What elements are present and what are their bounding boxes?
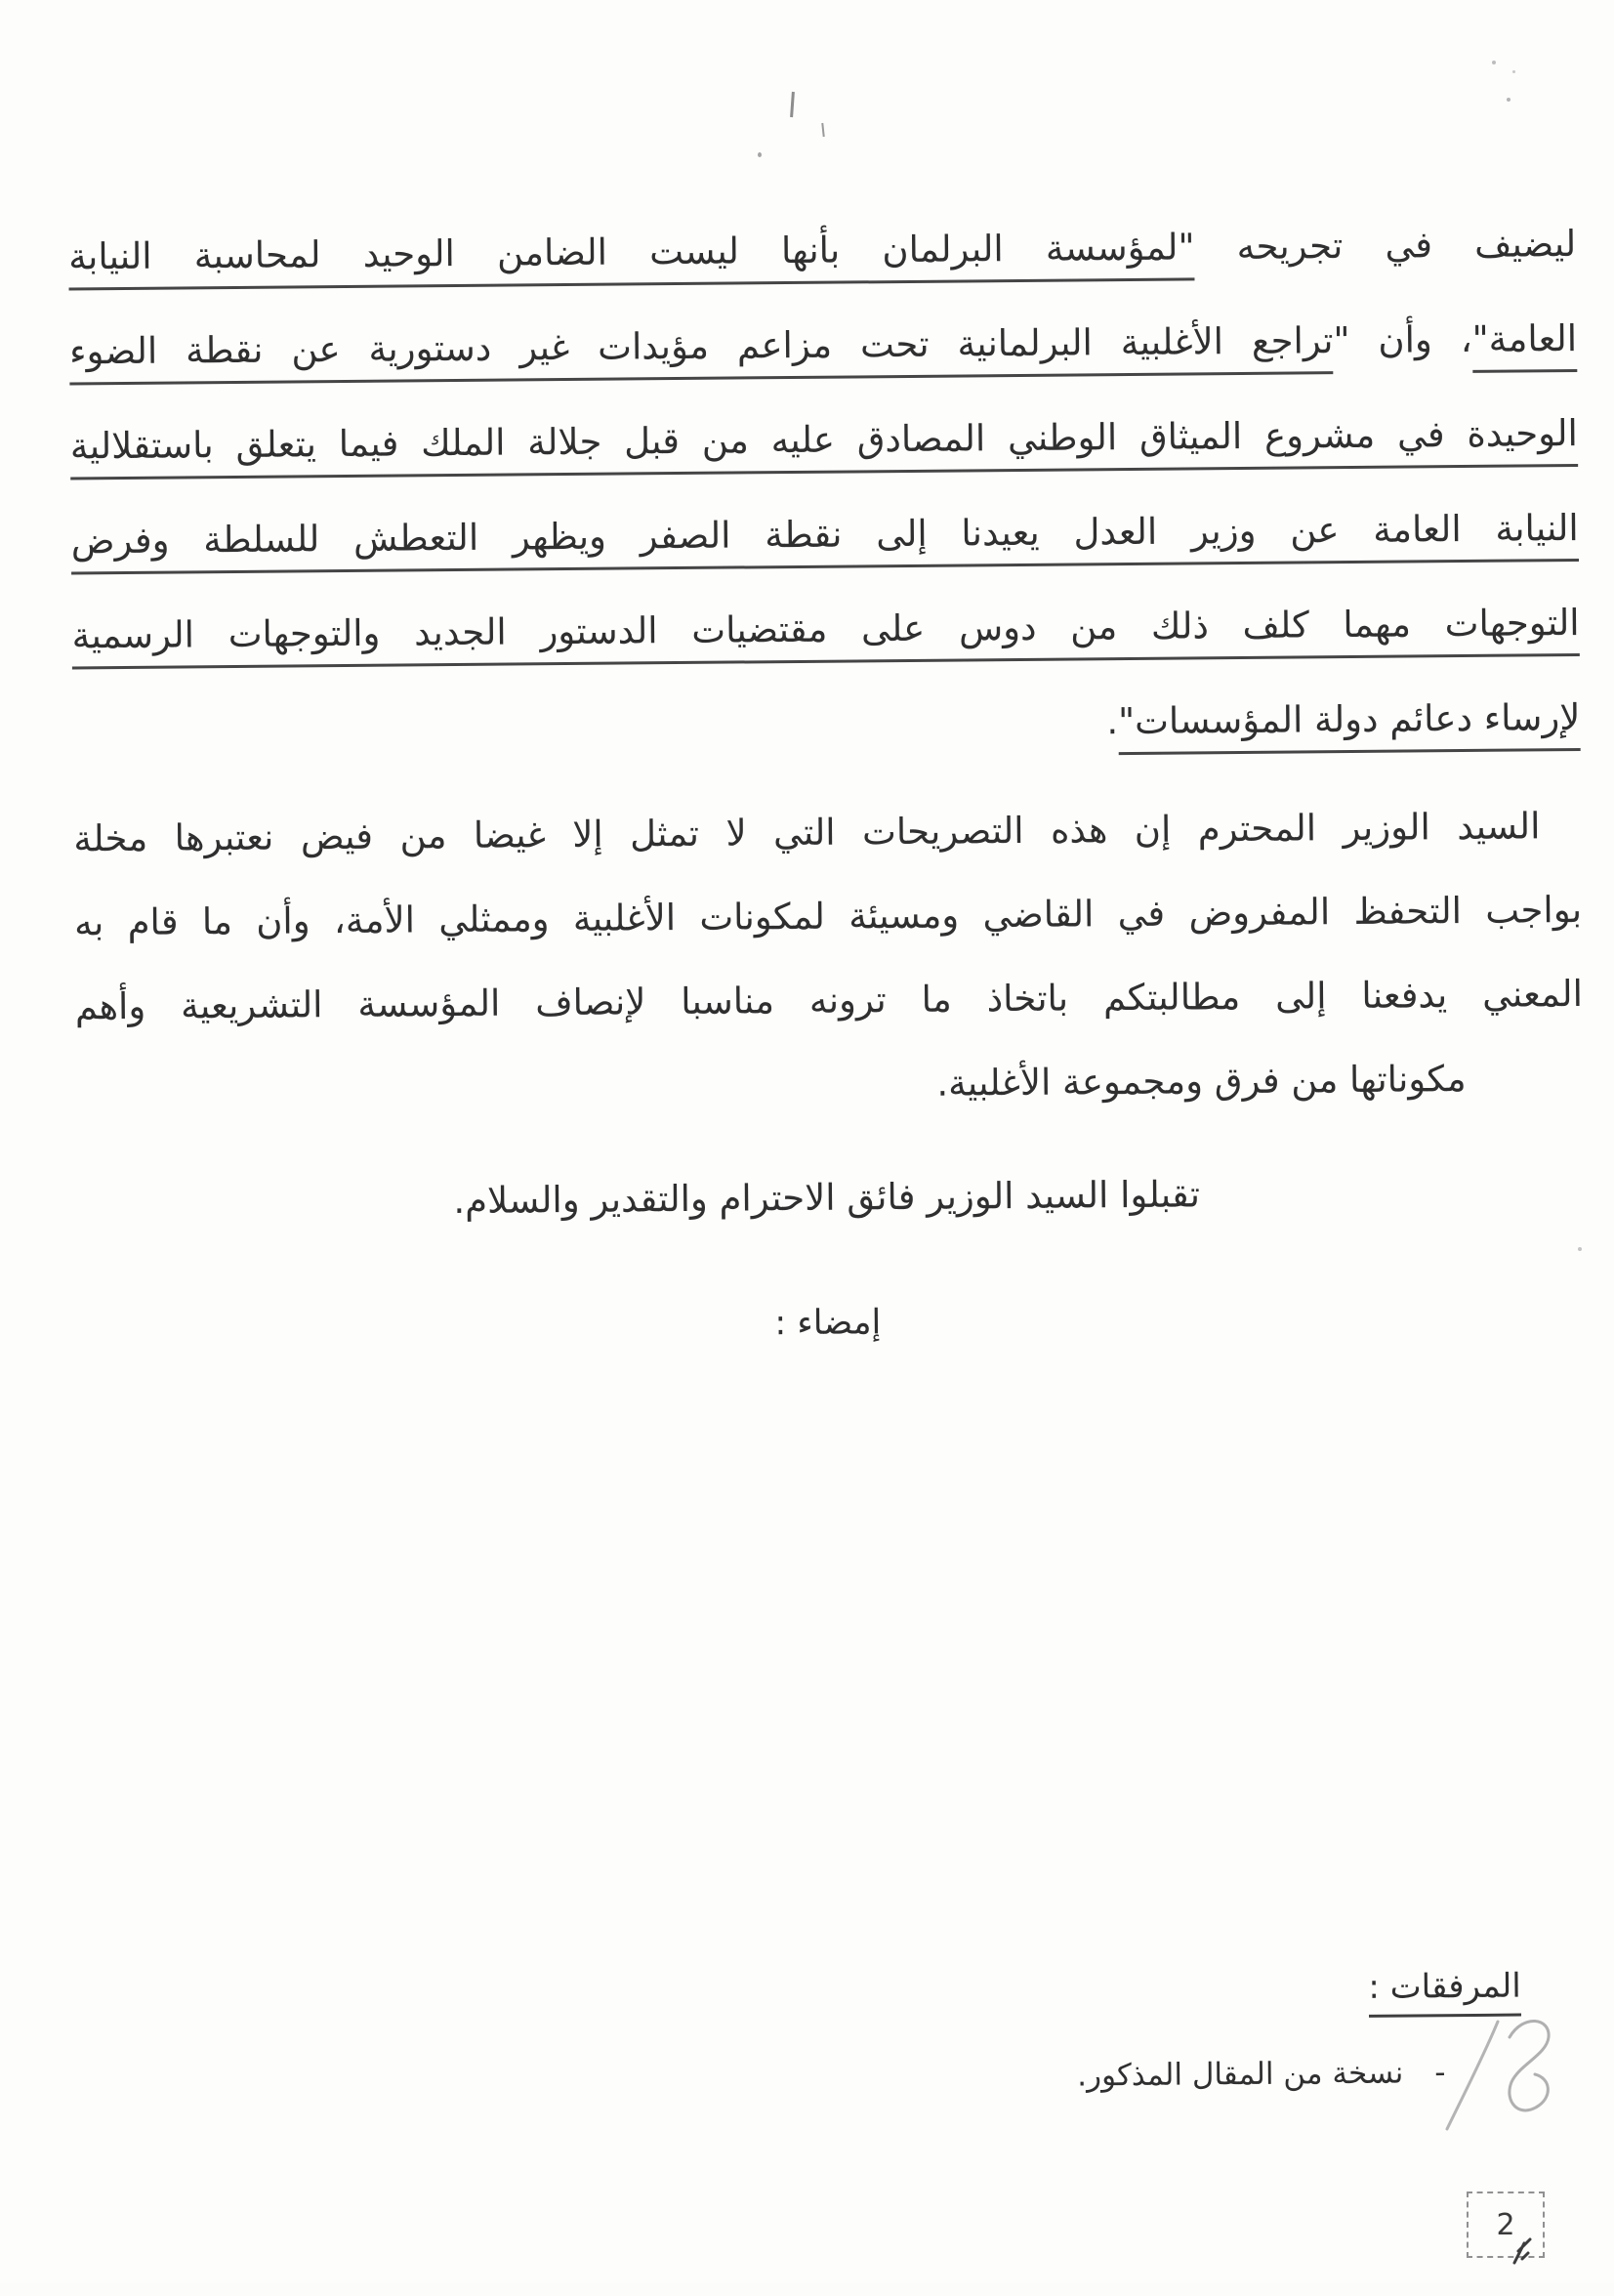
paragraph-line [71, 501, 1580, 608]
scan-artifact [1492, 61, 1496, 64]
commentary-paragraph [73, 799, 1584, 1148]
scan-artifact [1578, 1247, 1582, 1251]
plain-text: مكوناتها من فرق ومجموعة الأغلبية. [936, 1058, 1467, 1105]
closing-salutation: تقبلوا السيد الوزير فائق الاحترام والتقدير والسلام. [453, 1173, 1201, 1223]
plain-text: السيد الوزير المحترم إن هذه التصريحات التي لا تمثل إلا غيضا من فيض نعتبرها مخلة [73, 805, 1541, 860]
paragraph-line [71, 596, 1580, 703]
underlined-quote-text: تراجع الأغلبية البرلمانية تحت مزاعم مؤيدات غير دستورية عن نقطة الضوء [69, 319, 1334, 385]
underlined-quote-text: التوجهات مهما كلف ذلك من دوس على مقتضيات الدستور الجديد والتوجهات الرسمية [71, 602, 1579, 669]
underlined-quote-text: العامة" [1471, 317, 1577, 373]
paragraph-line [75, 967, 1584, 1064]
handwritten-annotation [1433, 2004, 1580, 2150]
underlined-quote-text: النيابة العامة عن وزير العدل يعيدنا إلى نقطة الصفر ويظهر التعطش للسلطة وفرض [71, 507, 1579, 574]
paragraph-line [69, 312, 1578, 419]
sentence-period: . [1106, 700, 1119, 743]
scan-artifact [1512, 70, 1515, 73]
paragraph-line [72, 690, 1581, 798]
lead-in-text: ليضيف في تجريحه [1194, 222, 1577, 269]
letter-body [59, 0, 1593, 2296]
plain-text: ، وأن " [1333, 317, 1472, 362]
underlined-quote-text: الوحيدة في مشروع الميثاق الوطني المصادق عليه من قبل جلالة الملك فيما يتعلق باستقلالية [70, 412, 1578, 480]
paragraph-line [73, 799, 1582, 896]
scan-artifact [1507, 98, 1511, 102]
signature-label: إمضاء : [774, 1303, 882, 1344]
underlined-quote-text: لإرساء دعائم دولة المؤسسات" [1118, 696, 1581, 755]
scan-artifact [758, 152, 762, 157]
attachment-list-item [1077, 2050, 1446, 2098]
quoted-statement-paragraph [68, 217, 1581, 798]
list-dash: - [1434, 2055, 1446, 2091]
paragraph-line [70, 406, 1579, 514]
page-number: 2 [1496, 2207, 1515, 2242]
plain-text: المعني يدفعنا إلى مطالبتكم باتخاذ ما ترونه مناسبا لإنصاف المؤسسة التشريعية وأهم [74, 972, 1584, 1028]
underlined-quote-text: "لمؤسسة البرلمان بأنها ليست الضامن الوحيد لمحاسبة النيابة [68, 226, 1195, 290]
attachment-item-text: نسخة من المقال المذكور. [1077, 2055, 1404, 2094]
pen-mark [1509, 2230, 1542, 2267]
plain-text: بواجب التحفظ المفروض في القاضي ومسيئة لمكونات الأغلبية وممثلي الأمة، وأن ما قام به [73, 888, 1583, 944]
paragraph-line [68, 217, 1577, 324]
paragraph-line [74, 883, 1583, 980]
attachments-heading-text: المرفقات : [1368, 1967, 1521, 2018]
paragraph-line [75, 1051, 1584, 1148]
